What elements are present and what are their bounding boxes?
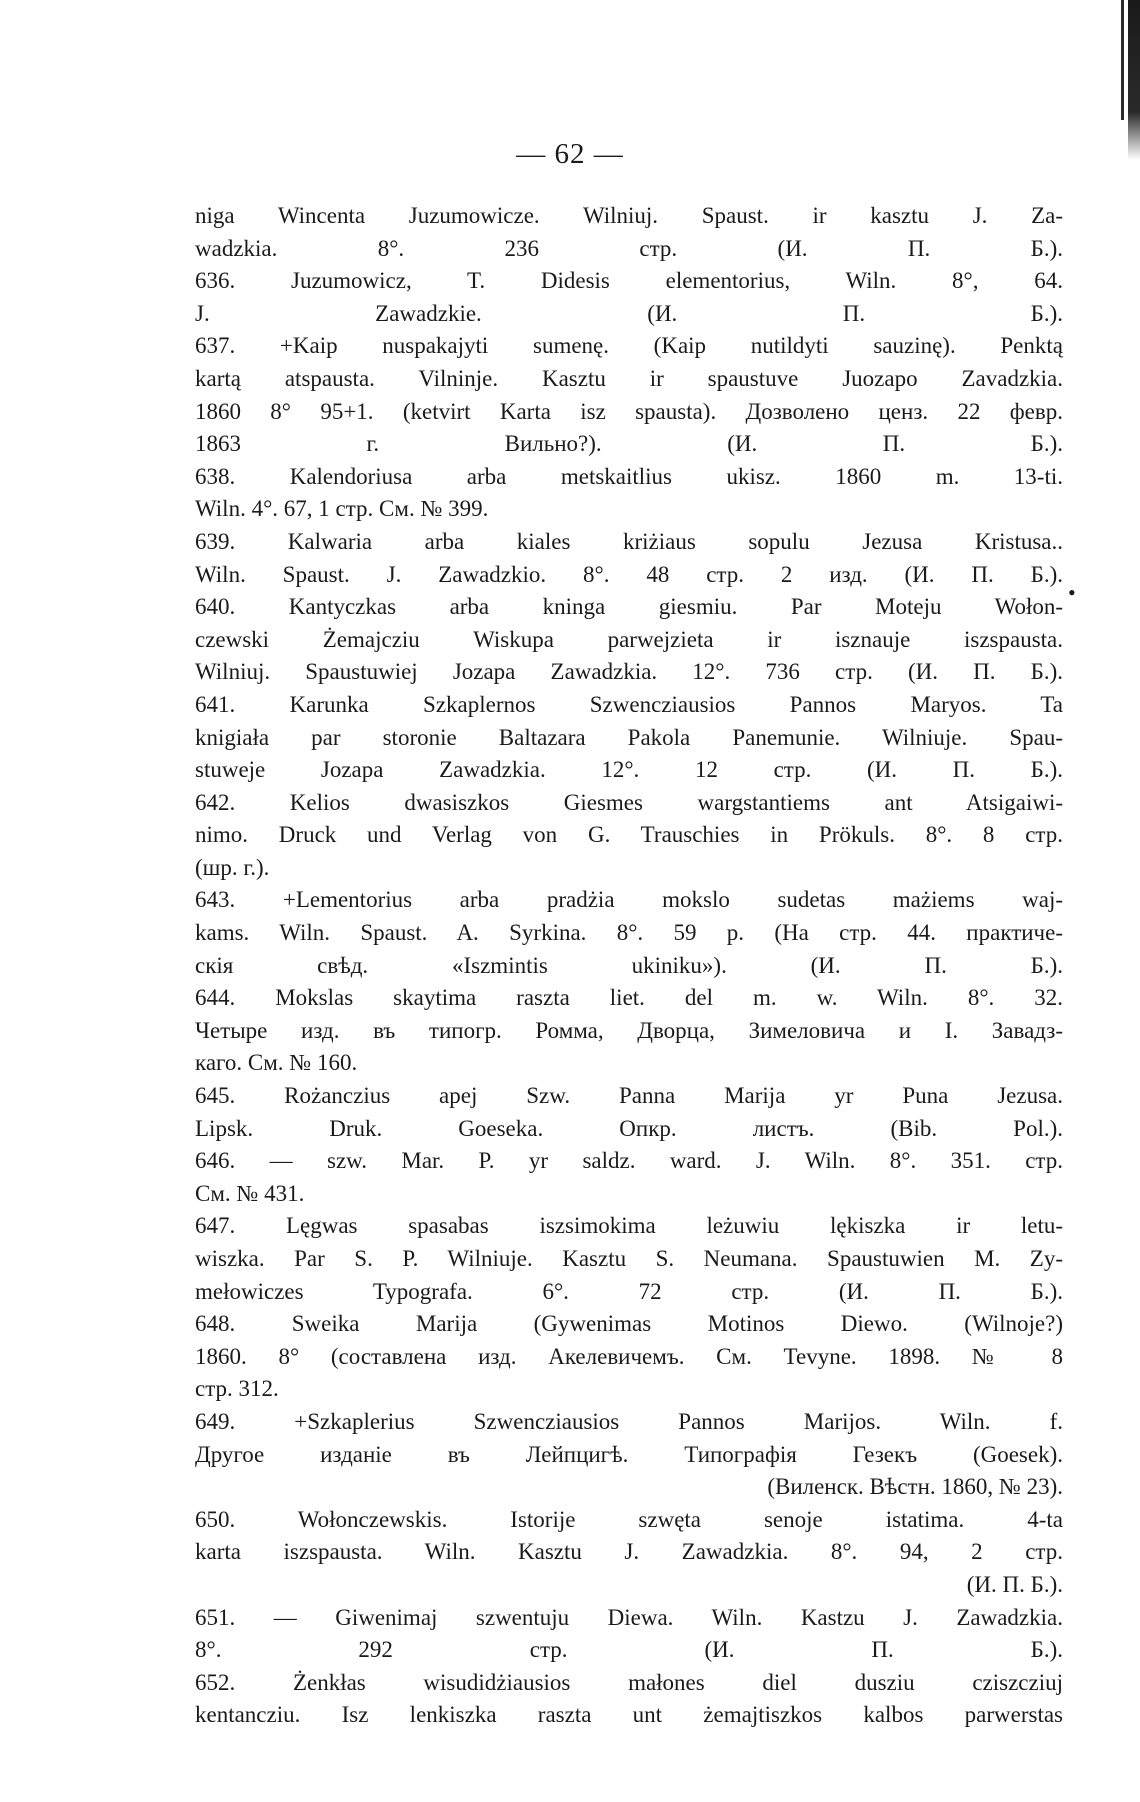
text-line: wiszka. Par S. P. Wilniuje. Kasztu S. Neumana. Spaustuwien M. Zy- — [195, 1246, 1063, 1271]
text-line: 8°. 292 стр. (И. П. Б.). — [195, 1637, 1063, 1663]
text-line: nimo. Druck und Verlag von G. Trauschies in Prökuls. 8°. 8 стр. — [195, 822, 1063, 848]
text-line: Четыре изд. въ типогр. Ромма, Дворца, Зимеловича и I. Завадз- — [195, 1017, 1063, 1043]
text-line: (И. П. Б.). — [966, 1571, 1063, 1597]
text-line: (Виленск. Вѣстн. 1860, № 23). — [767, 1474, 1063, 1500]
text-line: 639. Kalwaria arba kiales kriżiaus sopulu Jezusa Kristusa.. — [195, 528, 1063, 554]
text-line: Wiln. Spaust. J. Zawadzkio. 8°. 48 стр. 2 изд. (И. П. Б.). — [195, 561, 1063, 587]
text-line: 637. +Kaip nuspakajyti sumenę. (Kaip nutildyti sauzinę). Penktą — [195, 333, 1063, 359]
page-number: — 62 — — [516, 138, 624, 170]
text-line: Другое изданіе въ Лейпцигѣ. Типографія Гезекъ (Goesek). — [195, 1441, 1063, 1467]
text-line: kartą atspausta. Vilninje. Kasztu ir spaustuve Juozapo Zavadzkia. — [195, 365, 1063, 391]
text-line: 642. Kelios dwasiszkos Giesmes wargstantiems ant Atsigaiwi- — [195, 789, 1063, 815]
text-line: kentancziu. Isz lenkiszka raszta unt żemajtiszkos kalbos parwerstas — [195, 1702, 1063, 1728]
text-column — [195, 200, 1063, 1732]
scan-edge-shadow — [1128, 0, 1140, 160]
text-line: каго. См. № 160. — [195, 1050, 358, 1076]
text-line: 648. Sweika Marija (Gywenimas Motinos Diewo. (Wilnoje?) — [195, 1311, 1063, 1337]
text-line: 1860. 8° (составлена изд. Акелевичемъ. См. Tevyne. 1898. № 8 — [195, 1343, 1063, 1369]
text-line: 647. Lęgwas spasabas iszsimokima leżuwiu lękiszka ir letu- — [195, 1213, 1063, 1239]
text-line: mełowiczes Typografa. 6°. 72 стр. (И. П. Б.). — [195, 1278, 1063, 1304]
text-line: стр. 312. — [195, 1376, 279, 1402]
text-line: См. № 431. — [195, 1180, 305, 1206]
text-line: Lipsk. Druk. Goeseka. Опкр. листъ. (Bib. Pol.). — [195, 1115, 1063, 1141]
text-line: 649. +Szkaplerius Szwencziausios Pannos Marijos. Wiln. f. — [195, 1408, 1063, 1434]
text-line: 641. Karunka Szkaplernos Szwencziausios Pannos Maryos. Ta — [195, 691, 1063, 717]
text-line: 650. Wołonczewskis. Istorije szwęta senoje istatima. 4-ta — [195, 1506, 1063, 1532]
text-line: karta iszspausta. Wiln. Kasztu J. Zawadzkia. 8°. 94, 2 стр. — [195, 1539, 1063, 1565]
text-line: stuweje Jozapa Zawadzkia. 12°. 12 стр. (И. П. Б.). — [195, 757, 1063, 783]
margin-dot: • — [1068, 580, 1076, 605]
text-line: 1863 г. Вильно?). (И. П. Б.). — [195, 431, 1063, 457]
text-line: 646. — szw. Mar. P. yr saldz. ward. J. Wiln. 8°. 351. стр. — [195, 1148, 1063, 1174]
text-line: 651. — Giwenimaj szwentuju Diewa. Wiln. Kastzu J. Zawadzkia. — [195, 1604, 1063, 1630]
text-line: czewski Żemajcziu Wiskupa parwejzieta ir isznauje iszspausta. — [195, 626, 1063, 652]
text-line: 636. Juzumowicz, T. Didesis elementorius, Wiln. 8°, 64. — [195, 268, 1063, 294]
text-line: Wiln. 4°. 67, 1 стр. См. № 399. — [195, 496, 489, 522]
text-line: (шр. г.). — [195, 854, 270, 880]
text-line: 644. Mokslas skaytima raszta liet. del m. w. Wiln. 8°. 32. — [195, 985, 1063, 1011]
text-line: 1860 8° 95+1. (ketvirt Karta isz spausta). Дозволено ценз. 22 февр. — [195, 398, 1063, 424]
scan-edge-line — [1121, 0, 1124, 120]
text-line: 645. Rożanczius apej Szw. Panna Marija yr Puna Jezusa. — [195, 1083, 1063, 1109]
text-line: 652. Żenkłas wisudidżiausios małones diel dusziu cziszcziuj — [195, 1669, 1063, 1695]
text-line: скія свѣд. «Iszmintis ukiniku»). (И. П. Б.). — [195, 952, 1063, 978]
text-line: Wilniuj. Spaustuwiej Jozapa Zawadzkia. 12°. 736 стр. (И. П. Б.). — [195, 659, 1063, 685]
text-line: wadzkia. 8°. 236 стр. (И. П. Б.). — [195, 235, 1063, 261]
text-line: 643. +Lementorius arba pradżia mokslo sudetas mażiems waj- — [195, 887, 1063, 913]
text-line: 638. Kalendoriusa arba metskaitlius ukisz. 1860 m. 13-ti. — [195, 463, 1063, 489]
text-line: niga Wincenta Juzumowicze. Wilniuj. Spaust. ir kasztu J. Za- — [195, 203, 1063, 228]
text-line: kams. Wiln. Spaust. A. Syrkina. 8°. 59 р. (На стр. 44. практиче- — [195, 920, 1063, 946]
text-line: J. Zawadzkie. (И. П. Б.). — [195, 300, 1063, 326]
text-line: knigiała par storonie Baltazara Pakola Panemunie. Wilniuje. Spau- — [195, 724, 1063, 750]
text-line: 640. Kantyczkas arba kninga giesmiu. Par Moteju Wołon- — [195, 594, 1063, 620]
